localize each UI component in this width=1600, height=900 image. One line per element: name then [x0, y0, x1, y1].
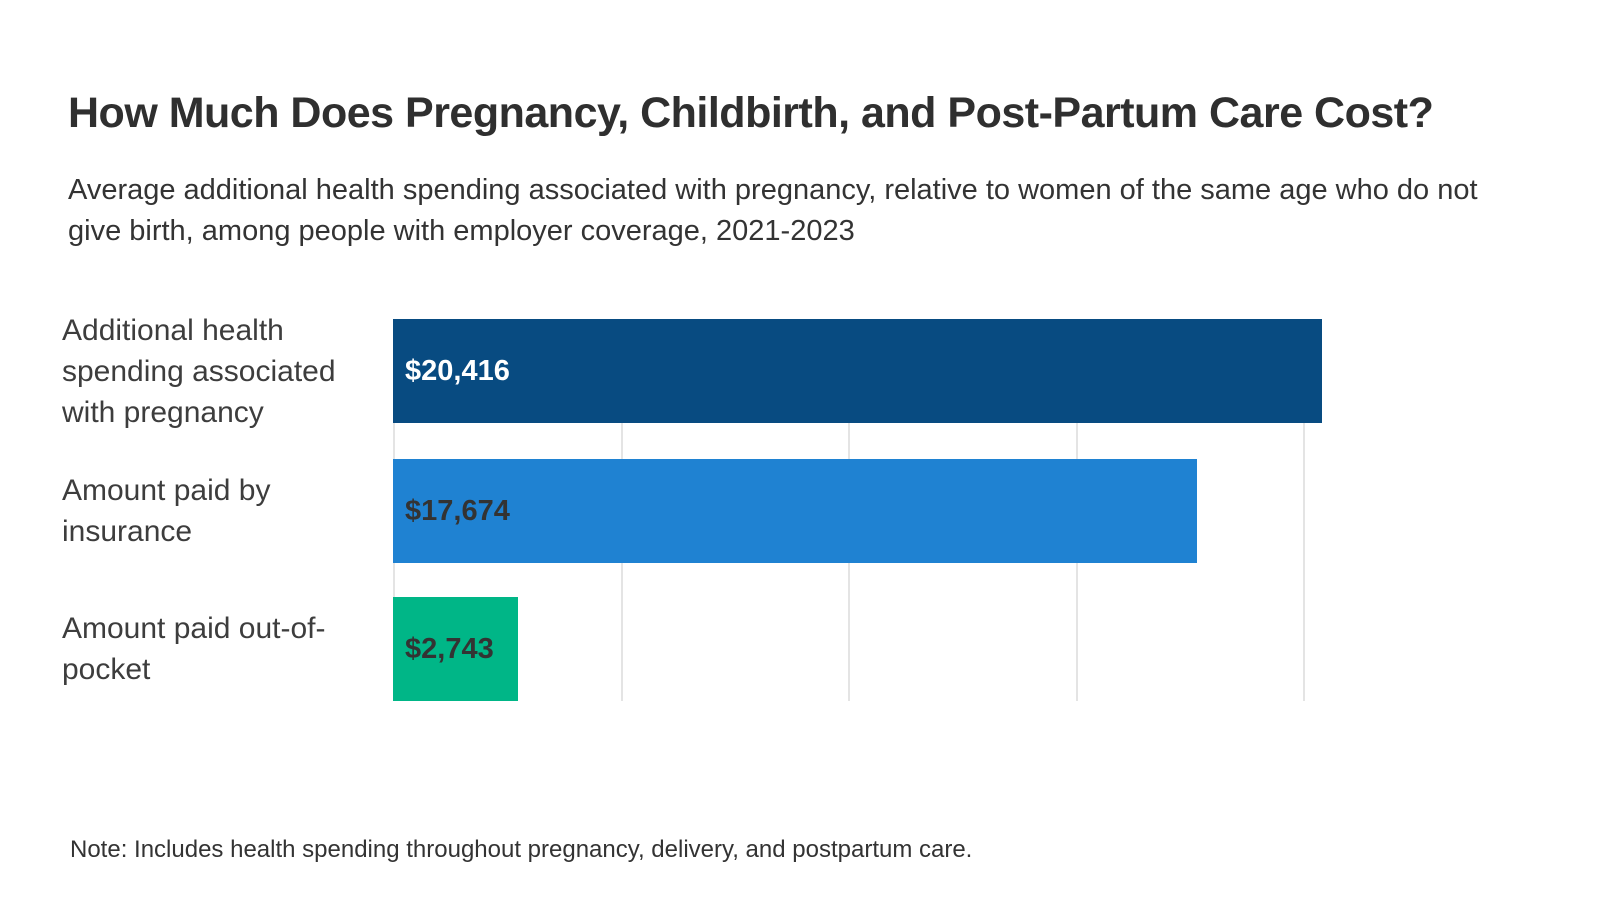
- chart-subtitle: Average additional health spending associated with pregnancy, relative to women of the same age who do not give birth, among people with employer coverage, 2021-2023: [68, 174, 1478, 247]
- value-label: $20,416: [405, 354, 510, 387]
- plot-area: [393, 319, 1543, 701]
- category-label-additional-spending: Additional health spending associated with pregnancy: [62, 313, 336, 429]
- bar-paid-out-of-pocket: [393, 597, 518, 701]
- chart-title: How Much Does Pregnancy, Childbirth, and Post-Partum Care Cost?: [68, 88, 1434, 137]
- category-label-paid-out-of-pocket: Amount paid out-of-pocket: [62, 612, 326, 686]
- value-label: $17,674: [405, 494, 510, 527]
- value-label: $2,743: [405, 632, 494, 665]
- chart-note: Note: Includes health spending throughout pregnancy, delivery, and postpartum care.: [70, 836, 973, 863]
- bar-additional-spending: [393, 319, 1322, 423]
- category-label-paid-by-insurance: Amount paid by insurance: [62, 474, 271, 548]
- bar-paid-by-insurance: [393, 459, 1197, 563]
